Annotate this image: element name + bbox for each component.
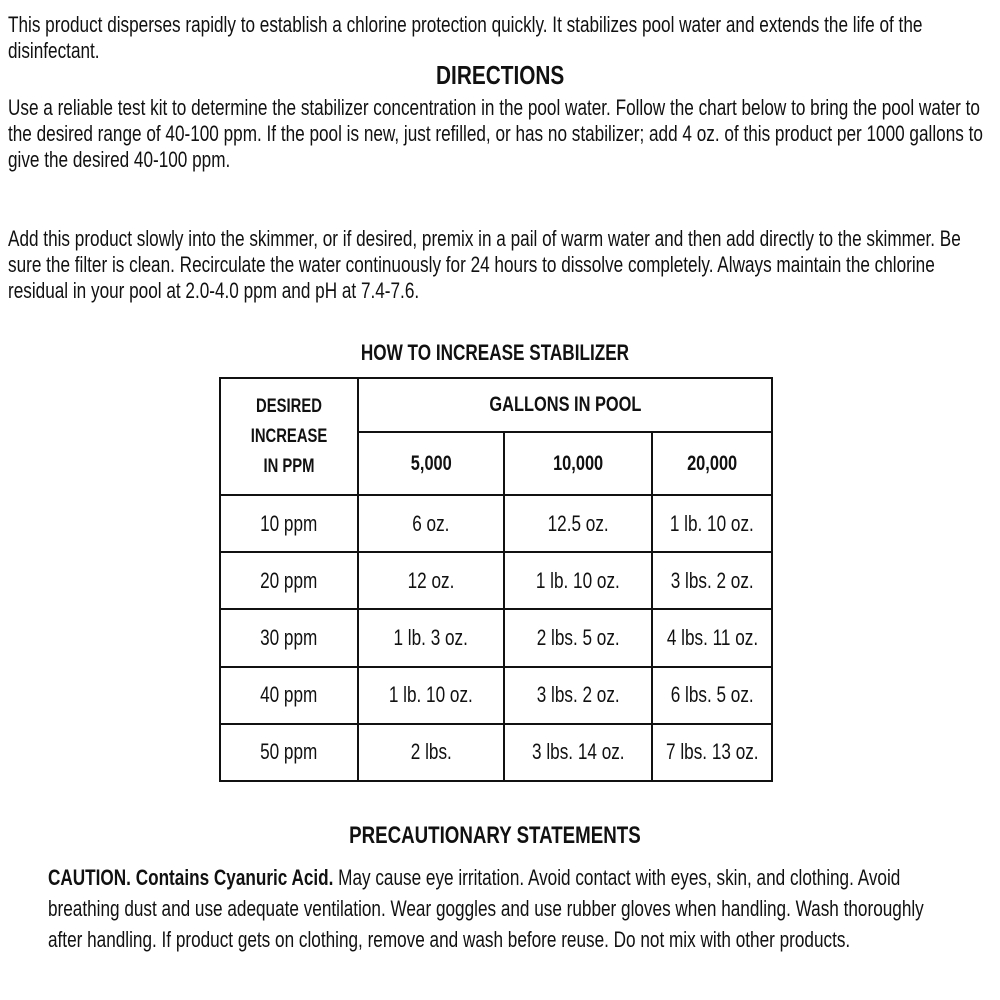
table-row — [220, 724, 772, 781]
amount-cell — [652, 667, 772, 724]
amount-cell-text: 3 lbs. 14 oz. — [531, 739, 625, 765]
table-row — [220, 552, 772, 609]
amount-cell — [652, 552, 772, 609]
precautionary-title-text: PRECAUTIONARY STATEMENTS — [349, 822, 641, 849]
ppm-cell-text: 50 ppm — [260, 739, 318, 765]
amount-cell-text: 2 lbs. 5 oz. — [536, 624, 620, 650]
column-header-text: 20,000 — [686, 451, 738, 475]
ppm-cell-text: 20 ppm — [260, 567, 318, 593]
amount-cell-text: 6 oz. — [412, 510, 450, 536]
desired-increase-header — [220, 378, 358, 495]
amount-cell-text: 1 lb. 3 oz. — [393, 624, 469, 650]
ppm-cell — [220, 495, 358, 552]
amount-cell — [358, 495, 504, 552]
table-row — [220, 667, 772, 724]
column-header — [504, 432, 652, 495]
amount-cell — [358, 667, 504, 724]
column-header — [358, 432, 504, 495]
caution-lead: CAUTION. Contains Cyanuric Acid. — [48, 865, 334, 890]
amount-cell — [504, 724, 652, 781]
amount-cell-text: 12.5 oz. — [547, 510, 609, 536]
amount-cell — [504, 495, 652, 552]
amount-cell-text: 1 lb. 10 oz. — [536, 567, 620, 593]
amount-cell — [652, 609, 772, 666]
amount-cell-text: 1 lb. 10 oz. — [389, 682, 473, 708]
amount-cell — [358, 609, 504, 666]
table-row — [220, 495, 772, 552]
stabilizer-table — [219, 377, 773, 782]
table-title-text: HOW TO INCREASE STABILIZER — [360, 340, 630, 365]
ppm-cell — [220, 667, 358, 724]
amount-cell — [652, 495, 772, 552]
directions-paragraph-1: Use a reliable test kit to determine the stabilizer concentration in the pool water. Follow the chart below to bring the pool water to the desired range of 40-100 ppm. If the pool is new, just refilled, or has no stabilizer; add 4 oz. of this product per 1000 gallons to give the desired 40-100 ppm. — [8, 95, 983, 172]
ppm-cell — [220, 552, 358, 609]
ppm-cell — [220, 724, 358, 781]
amount-cell-text: 6 lbs. 5 oz. — [670, 682, 754, 708]
amount-cell-text: 1 lb. 10 oz. — [670, 510, 754, 536]
amount-cell-text: 3 lbs. 2 oz. — [670, 567, 754, 593]
column-header-text: 10,000 — [552, 451, 604, 475]
caution-body: May cause eye irritation. Avoid contact with eyes, skin, and clothing. Avoid breathing dust and use adequate ventilation. Wear goggles and use rubber gloves when handling. Wash thoroughly after handling. If product gets on clothing, remove and wash before reuse. Do not mix with other products. — [48, 865, 924, 952]
ppm-cell-text: 40 ppm — [260, 682, 318, 708]
column-header-text: 5,000 — [410, 451, 452, 475]
table-title — [0, 340, 990, 366]
amount-cell — [504, 667, 652, 724]
ppm-cell-text: 10 ppm — [260, 510, 318, 536]
amount-cell-text: 12 oz. — [407, 567, 455, 593]
amount-cell — [652, 724, 772, 781]
desired-increase-header-text: DESIRED INCREASE IN PPM — [250, 395, 328, 477]
amount-cell-text: 7 lbs. 13 oz. — [666, 739, 759, 765]
directions-heading-text: DIRECTIONS — [435, 60, 565, 90]
precautionary-statement — [48, 862, 945, 955]
amount-cell-text: 2 lbs. — [410, 739, 452, 765]
amount-cell — [358, 724, 504, 781]
table-row — [220, 609, 772, 666]
gallons-header — [358, 378, 772, 432]
intro-text: This product disperses rapidly to establish a chlorine protection quickly. It stabilizes pool water and extends the life of the disinfectant. — [8, 12, 923, 63]
amount-cell-text: 4 lbs. 11 oz. — [666, 624, 758, 650]
amount-cell — [504, 609, 652, 666]
directions-paragraph-2: Add this product slowly into the skimmer, or if desired, premix in a pail of warm water and then add directly to the skimmer. Be sure the filter is clean. Recirculate the water continuously for 24 hours to dissolve completely. Always maintain the chlorine residual in your pool at 2.0-4.0 ppm and pH at 7.4-7.6. — [8, 226, 961, 303]
directions-heading — [0, 60, 1000, 90]
column-header — [652, 432, 772, 495]
amount-cell-text: 3 lbs. 2 oz. — [536, 682, 620, 708]
amount-cell — [504, 552, 652, 609]
gallons-header-text: GALLONS IN POOL — [489, 393, 641, 416]
amount-cell — [358, 552, 504, 609]
precautionary-title — [0, 822, 990, 850]
ppm-cell — [220, 609, 358, 666]
ppm-cell-text: 30 ppm — [260, 624, 318, 650]
